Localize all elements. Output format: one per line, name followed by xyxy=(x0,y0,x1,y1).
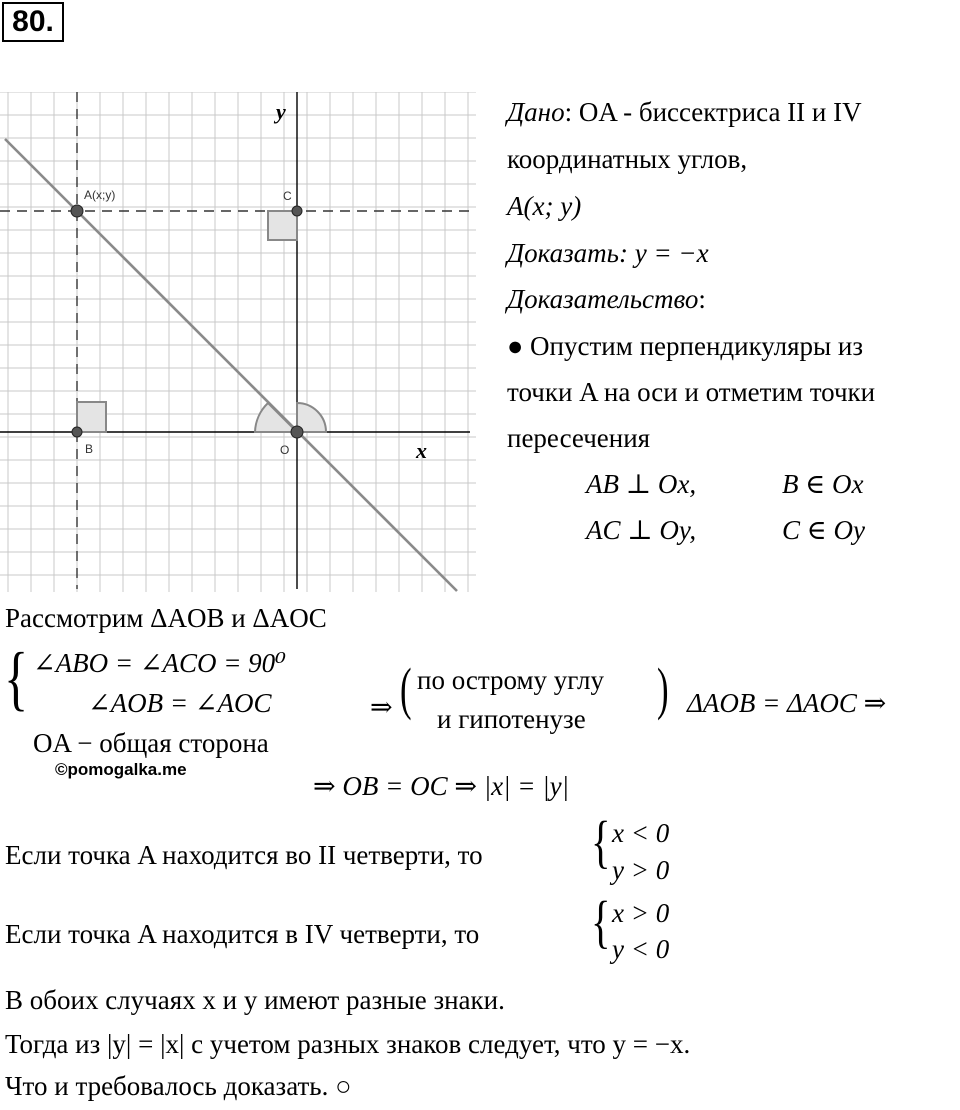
case-ii-cond-1: x < 0 xyxy=(612,818,670,848)
given-line-1: Дано: OA - биссектриса II и IV xyxy=(507,97,862,127)
case-iv-brace: { xyxy=(591,889,611,954)
relation-ac: AC ⊥ Oy, xyxy=(586,515,697,545)
proof-heading: Доказательство: xyxy=(507,284,706,314)
given-point-a: A(x; y) xyxy=(507,191,582,221)
axis-y-label: y xyxy=(276,99,286,124)
right-paren: ) xyxy=(657,656,669,721)
criterion-line-2: и гипотенузе xyxy=(437,704,586,734)
proof-step-3: пересечения xyxy=(507,423,651,453)
signs-line: В обоих случаях x и y имеют разные знаки. xyxy=(5,985,505,1015)
given-line-2: координатных углов, xyxy=(507,144,748,174)
point-c xyxy=(292,206,302,216)
point-b xyxy=(72,427,82,437)
case-iv-cond-1: x > 0 xyxy=(612,898,670,928)
point-a xyxy=(71,205,83,217)
system-brace: { xyxy=(4,638,29,718)
system-line-3: OA − общая сторона xyxy=(33,728,269,758)
label-a: A(x;y) xyxy=(84,188,116,202)
conclusion-2: ⇒ OB = OC ⇒ |x| = |y| xyxy=(313,771,570,801)
right-angle-b xyxy=(77,402,106,432)
conclusion-1: ΔAOB = ΔAOC ⇒ xyxy=(687,688,887,718)
left-paren: ( xyxy=(400,656,412,721)
case-iv-cond-2: y < 0 xyxy=(612,934,670,964)
grid xyxy=(0,92,476,592)
then-line: Тогда из |y| = |x| с учетом разных знаков следует, что y = −x. xyxy=(5,1029,691,1059)
criterion-line-1: по острому углу xyxy=(417,665,604,695)
proof-step-1: ● Опустим перпендикуляры из xyxy=(507,331,864,361)
case-ii-cond-2: y > 0 xyxy=(612,855,670,885)
system-line-2: ∠AOB = ∠AOC xyxy=(88,688,272,718)
label-o: O xyxy=(280,443,290,457)
problem-number: 80. xyxy=(2,2,64,42)
watermark: ©pomogalka.me xyxy=(55,760,187,779)
proof-step-2: точки A на оси и отметим точки xyxy=(507,377,876,407)
prove-line: Доказать: y = −x xyxy=(507,238,709,268)
case-iv-text: Если точка A находится в IV четверти, то xyxy=(5,919,480,949)
relation-ab: AB ⊥ Ox, xyxy=(586,469,697,499)
coordinate-figure xyxy=(0,92,476,592)
relation-b: B ∈ Ox xyxy=(782,469,864,499)
qed-line: Что и требовалось доказать. ○ xyxy=(5,1071,352,1101)
consider-line: Рассмотрим ΔAOB и ΔAOC xyxy=(5,603,327,633)
relation-c: C ∈ Oy xyxy=(782,515,865,545)
case-ii-text: Если точка A находится во II четверти, то xyxy=(5,840,483,870)
implies-arrow: ⇒ xyxy=(370,692,393,722)
label-b: B xyxy=(85,442,94,456)
case-ii-brace: { xyxy=(591,809,611,874)
right-angle-c xyxy=(268,211,297,240)
label-c: C xyxy=(283,189,292,203)
point-o xyxy=(291,426,303,438)
system-line-1: ∠ABO = ∠ACO = 90⁰ xyxy=(33,648,286,678)
axis-x-label: x xyxy=(416,438,427,463)
